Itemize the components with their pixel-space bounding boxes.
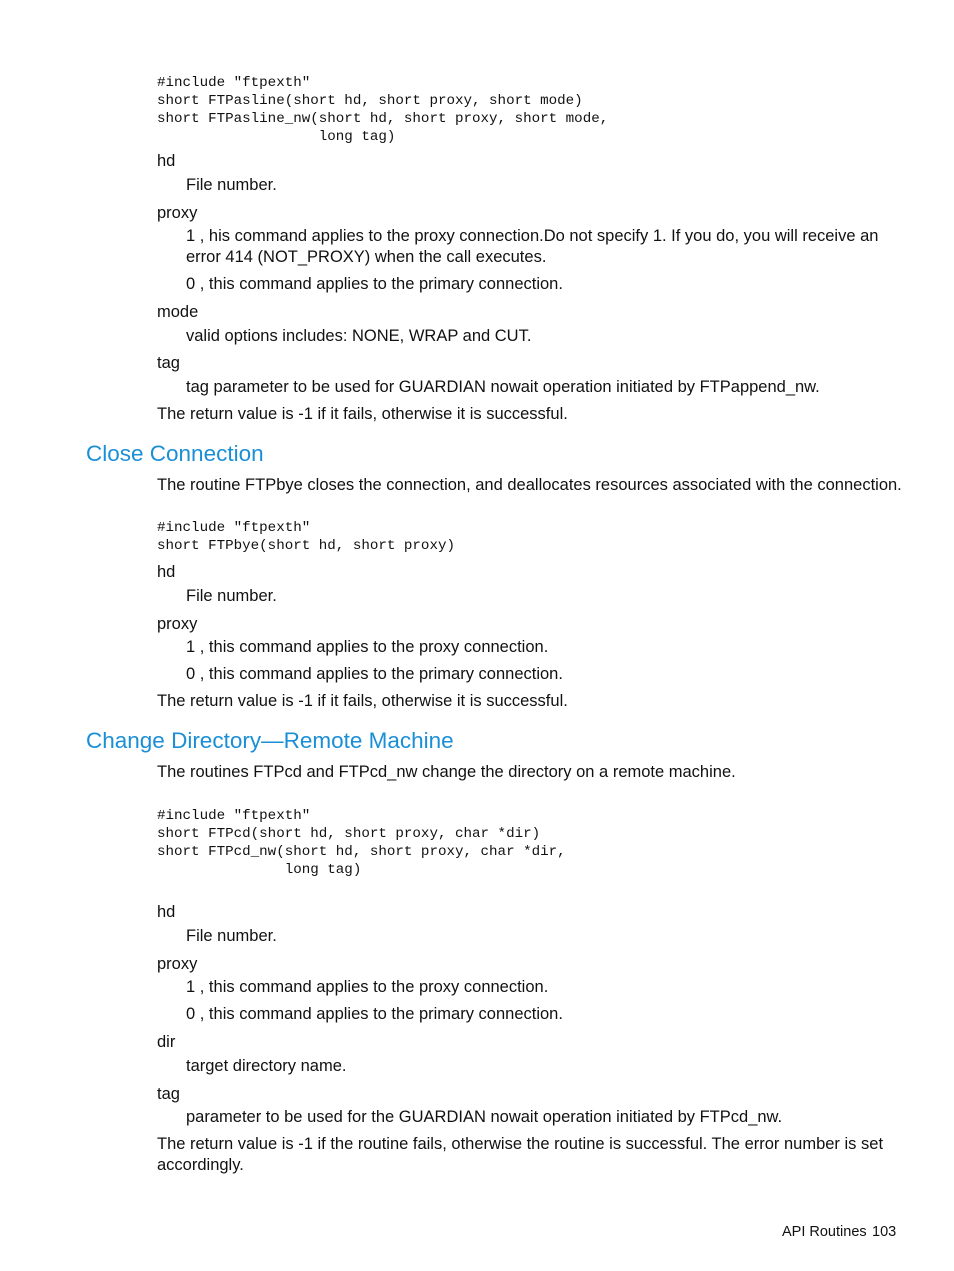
code-block-ftpcd: #include "ftpexth" short FTPcd(short hd, short proxy, char *dir) short FTPcd_nw(short hd, short proxy, char *dir, long tag) bbox=[157, 808, 566, 878]
param-term-proxy: proxy bbox=[157, 204, 198, 222]
return-value-text: The return value is -1 if the routine fails, otherwise the routine is successful. The error number is set accordingly. bbox=[157, 1135, 884, 1174]
return-value-text: The return value is -1 if it fails, otherwise it is successful. bbox=[157, 692, 568, 710]
param-desc: 0 , this command applies to the primary connection. bbox=[186, 665, 563, 683]
param-desc: File number. bbox=[186, 927, 277, 945]
param-term-hd: hd bbox=[157, 903, 176, 921]
param-term-dir: dir bbox=[157, 1033, 176, 1051]
param-term-mode: mode bbox=[157, 303, 199, 321]
param-desc: 1 , this command applies to the proxy connection. bbox=[186, 978, 549, 996]
return-value-text: The return value is -1 if it fails, otherwise it is successful. bbox=[157, 405, 568, 423]
param-desc: target directory name. bbox=[186, 1057, 347, 1075]
param-term-hd: hd bbox=[157, 563, 176, 581]
param-desc: File number. bbox=[186, 587, 277, 605]
param-term-tag: tag bbox=[157, 354, 180, 372]
param-term-proxy: proxy bbox=[157, 615, 198, 633]
param-desc: 1 , his command applies to the proxy connection.Do not specify 1. If you do, you will receive an error 414 (NOT_PROXY) when the call executes. bbox=[186, 227, 879, 266]
param-term-tag: tag bbox=[157, 1085, 180, 1103]
code-block-ftpasline: #include "ftpexth" short FTPasline(short hd, short proxy, short mode) short FTPasline_nw(short hd, short proxy, short mode, long tag) bbox=[157, 75, 609, 145]
param-desc: tag parameter to be used for GUARDIAN nowait operation initiated by FTPappend_nw. bbox=[186, 378, 820, 396]
section-heading-close-connection: Close Connection bbox=[86, 441, 264, 466]
code-block-ftpbye: #include "ftpexth" short FTPbye(short hd, short proxy) bbox=[157, 520, 455, 554]
footer-page-number: 103 bbox=[872, 1224, 897, 1240]
section-intro: The routines FTPcd and FTPcd_nw change the directory on a remote machine. bbox=[157, 763, 736, 781]
param-desc: parameter to be used for the GUARDIAN nowait operation initiated by FTPcd_nw. bbox=[186, 1108, 783, 1126]
param-desc: 1 , this command applies to the proxy connection. bbox=[186, 638, 549, 656]
footer-section-label: API Routines bbox=[782, 1224, 867, 1240]
param-desc: valid options includes: NONE, WRAP and CUT. bbox=[186, 327, 532, 345]
param-desc: 0 , this command applies to the primary connection. bbox=[186, 1005, 563, 1023]
param-desc: File number. bbox=[186, 176, 277, 194]
param-term-hd: hd bbox=[157, 152, 176, 170]
section-intro: The routine FTPbye closes the connection, and deallocates resources associated with the connection. bbox=[157, 476, 902, 494]
section-heading-change-directory: Change Directory—Remote Machine bbox=[86, 728, 454, 753]
param-desc: 0 , this command applies to the primary connection. bbox=[186, 275, 563, 293]
param-term-proxy: proxy bbox=[157, 955, 198, 973]
